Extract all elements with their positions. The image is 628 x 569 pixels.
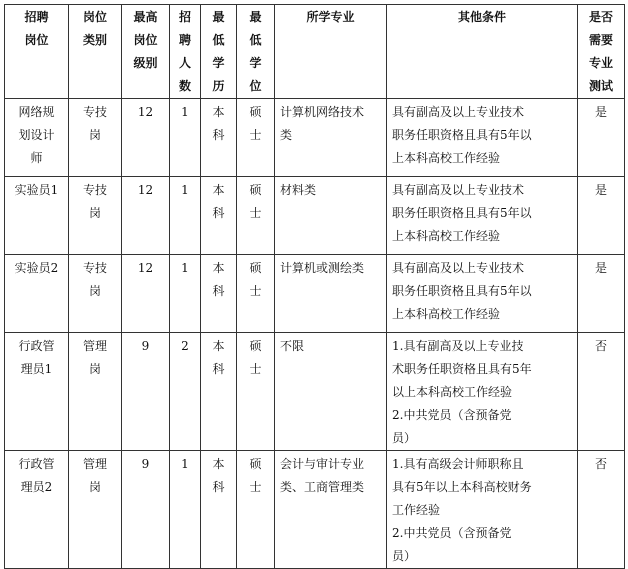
cell-education: 本 科 [201,99,237,177]
header-count: 招 聘 人 数 [170,5,201,99]
header-level: 最高 岗位 级别 [122,5,170,99]
cell-position: 行政管 理员1 [5,333,69,451]
cell-degree: 硕 士 [237,255,275,333]
cell-education: 本 科 [201,177,237,255]
cell-conditions: 具有副高及以上专业技术 职务任职资格且具有5年以 上本科高校工作经验 [387,177,578,255]
cell-count: 1 [170,177,201,255]
cell-category: 管理 岗 [69,333,122,451]
cell-education: 本 科 [201,333,237,451]
cell-count: 1 [170,99,201,177]
header-degree: 最 低 学 位 [237,5,275,99]
cell-conditions: 具有副高及以上专业技术 职务任职资格且具有5年以 上本科高校工作经验 [387,255,578,333]
cell-education: 本 科 [201,451,237,569]
header-category: 岗位 类别 [69,5,122,99]
table-row [5,99,625,177]
header-conditions: 其他条件 [387,5,578,99]
cell-test: 否 [578,451,625,569]
cell-major: 材料类 [275,177,387,255]
table-row [5,451,625,569]
cell-count: 1 [170,255,201,333]
cell-test: 是 [578,255,625,333]
cell-count: 1 [170,451,201,569]
header-position: 招聘 岗位 [5,5,69,99]
recruitment-table [4,4,625,569]
cell-degree: 硕 士 [237,177,275,255]
cell-position: 行政管 理员2 [5,451,69,569]
cell-position: 网络规 划设计 师 [5,99,69,177]
cell-category: 管理 岗 [69,451,122,569]
cell-category: 专技 岗 [69,177,122,255]
table-row [5,333,625,451]
header-education: 最 低 学 历 [201,5,237,99]
cell-level: 9 [122,451,170,569]
cell-category: 专技 岗 [69,255,122,333]
cell-category: 专技 岗 [69,99,122,177]
cell-position: 实验员2 [5,255,69,333]
header-test: 是否 需要 专业 测试 [578,5,625,99]
cell-level: 12 [122,99,170,177]
header-row [5,5,625,99]
cell-position: 实验员1 [5,177,69,255]
cell-degree: 硕 士 [237,451,275,569]
cell-count: 2 [170,333,201,451]
cell-conditions: 1.具有高级会计师职称且 具有5年以上本科高校财务 工作经验 2.中共党员（含预备党 员） [387,451,578,569]
cell-conditions: 1.具有副高及以上专业技 术职务任职资格且具有5年 以上本科高校工作经验 2.中共党员（含预备党 员） [387,333,578,451]
cell-degree: 硕 士 [237,333,275,451]
table-row [5,255,625,333]
cell-major: 不限 [275,333,387,451]
cell-major: 会计与审计专业 类、工商管理类 [275,451,387,569]
cell-major: 计算机或测绘类 [275,255,387,333]
cell-test: 是 [578,177,625,255]
cell-level: 9 [122,333,170,451]
header-major: 所学专业 [275,5,387,99]
cell-conditions: 具有副高及以上专业技术 职务任职资格且具有5年以 上本科高校工作经验 [387,99,578,177]
table-row [5,177,625,255]
cell-test: 否 [578,333,625,451]
cell-degree: 硕 士 [237,99,275,177]
cell-education: 本 科 [201,255,237,333]
cell-test: 是 [578,99,625,177]
cell-level: 12 [122,177,170,255]
cell-major: 计算机网络技术 类 [275,99,387,177]
cell-level: 12 [122,255,170,333]
